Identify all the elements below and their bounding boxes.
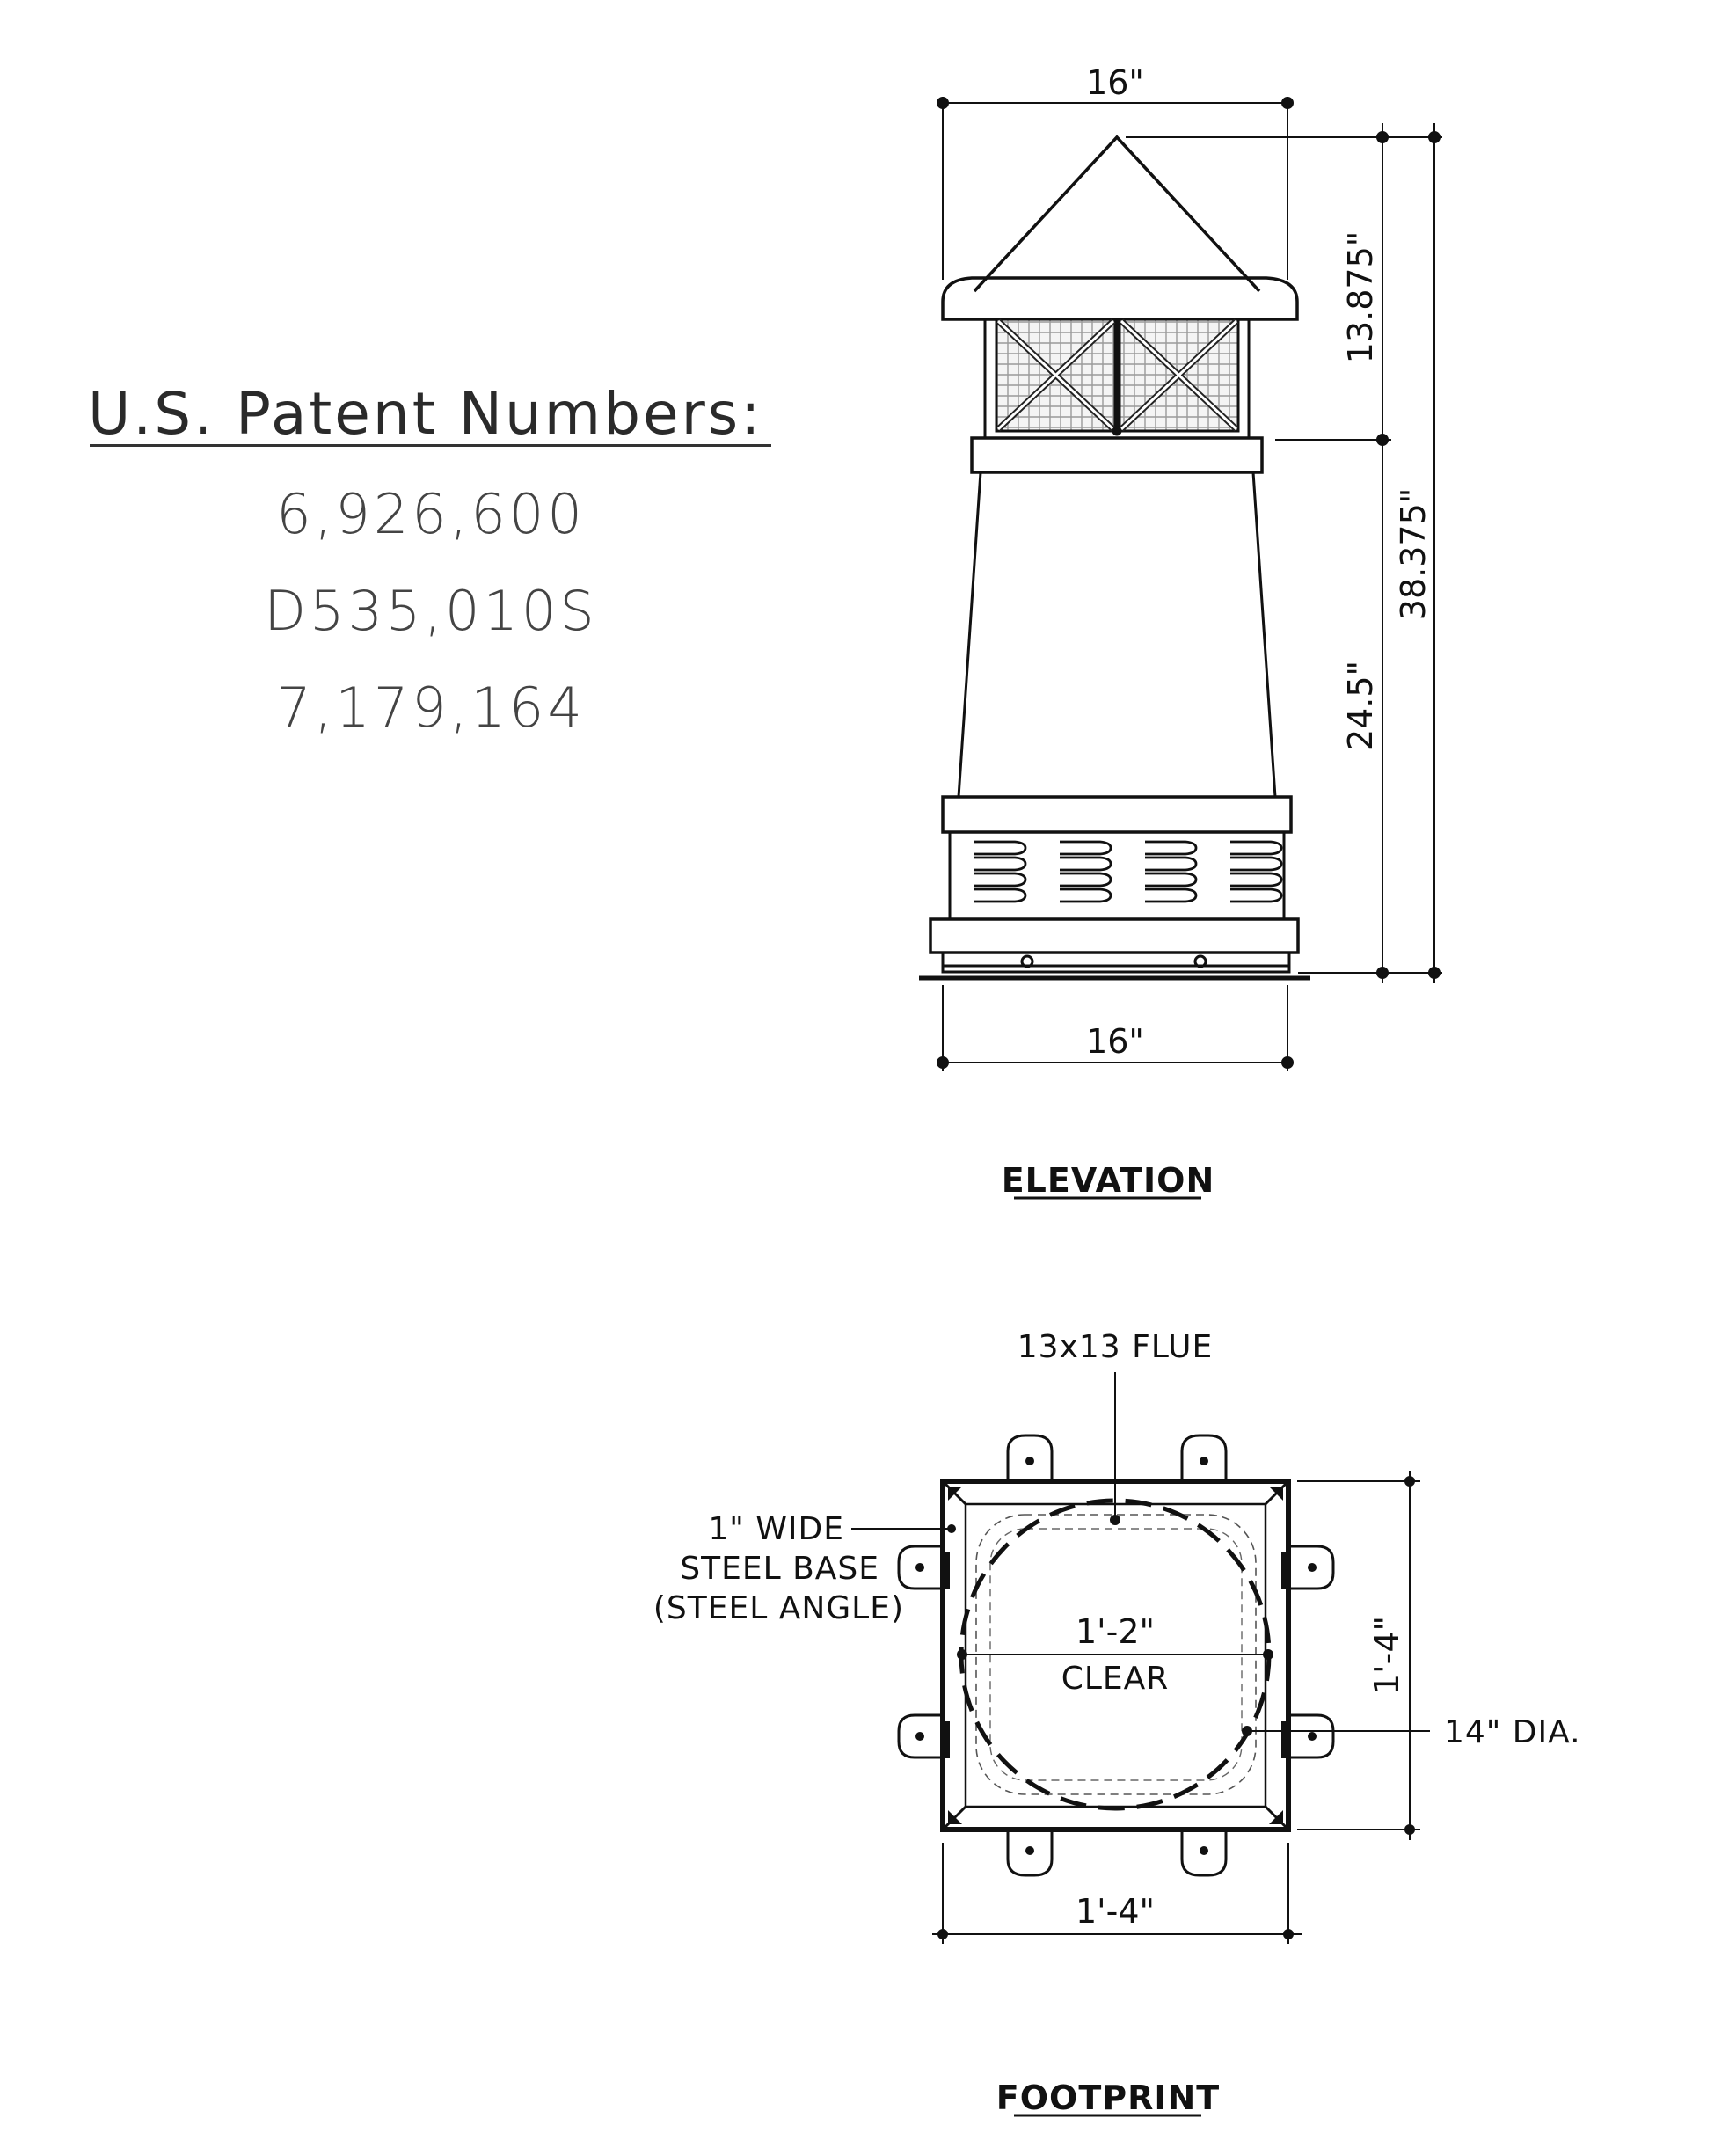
patent-number-1: 6,926,600 (276, 482, 586, 546)
louvre-slat (1230, 842, 1281, 854)
louvre-slat (1145, 842, 1196, 854)
base-label-line3: (STEEL ANGLE) (653, 1590, 904, 1626)
louvre-slat (1060, 858, 1111, 870)
upper-band (972, 438, 1262, 472)
elevation-total-height: 38.375" (1394, 487, 1433, 621)
elevation-cap-height: 13.875" (1341, 230, 1380, 364)
base-label-line1: 1" WIDE (708, 1511, 844, 1547)
louvre-slat (1230, 889, 1281, 902)
footprint-bottom-dimension: 1'-4" (1076, 1892, 1155, 1931)
elevation-top-width: 16" (1086, 63, 1144, 102)
cap (943, 278, 1297, 319)
footprint-view (851, 1372, 1430, 1944)
clear-dimension: 1'-2" (1076, 1612, 1155, 1651)
roof (974, 137, 1259, 291)
louvre-slat (974, 842, 1025, 854)
base-flange (943, 953, 1289, 972)
tapered-body (959, 472, 1275, 797)
vent-louvres (974, 842, 1281, 902)
patent-number-2: D535,010S (264, 579, 598, 643)
elevation-title: ELEVATION (1001, 1161, 1215, 1200)
footprint-side-dimension: 1'-4" (1368, 1616, 1406, 1695)
elevation-body-height: 24.5" (1341, 660, 1380, 751)
patent-title: U.S. Patent Numbers: (88, 380, 763, 448)
louvre-slat (974, 889, 1025, 902)
louvre-slat (1060, 889, 1111, 902)
elevation-bottom-width: 16" (1086, 1022, 1144, 1061)
clear-label: CLEAR (1061, 1661, 1170, 1697)
elevation-view (919, 137, 1310, 978)
patent-number-3: 7,179,164 (276, 676, 586, 740)
louvre-slat (974, 873, 1025, 886)
louvre-slat (1060, 842, 1111, 854)
diameter-label: 14" DIA. (1444, 1714, 1581, 1750)
louvre-slat (1145, 858, 1196, 870)
flue-label: 13x13 FLUE (1017, 1329, 1214, 1365)
base-label-line2: STEEL BASE (680, 1551, 879, 1587)
louvre-slat (1230, 873, 1281, 886)
louvre-slat (1145, 889, 1196, 902)
base-band (930, 919, 1298, 953)
louvre-slat (974, 858, 1025, 870)
louvre-slat (1230, 858, 1281, 870)
footprint-title: FOOTPRINT (996, 2078, 1221, 2117)
louvre-slat (1145, 873, 1196, 886)
louvre-slat (1060, 873, 1111, 886)
lower-band (943, 797, 1291, 832)
